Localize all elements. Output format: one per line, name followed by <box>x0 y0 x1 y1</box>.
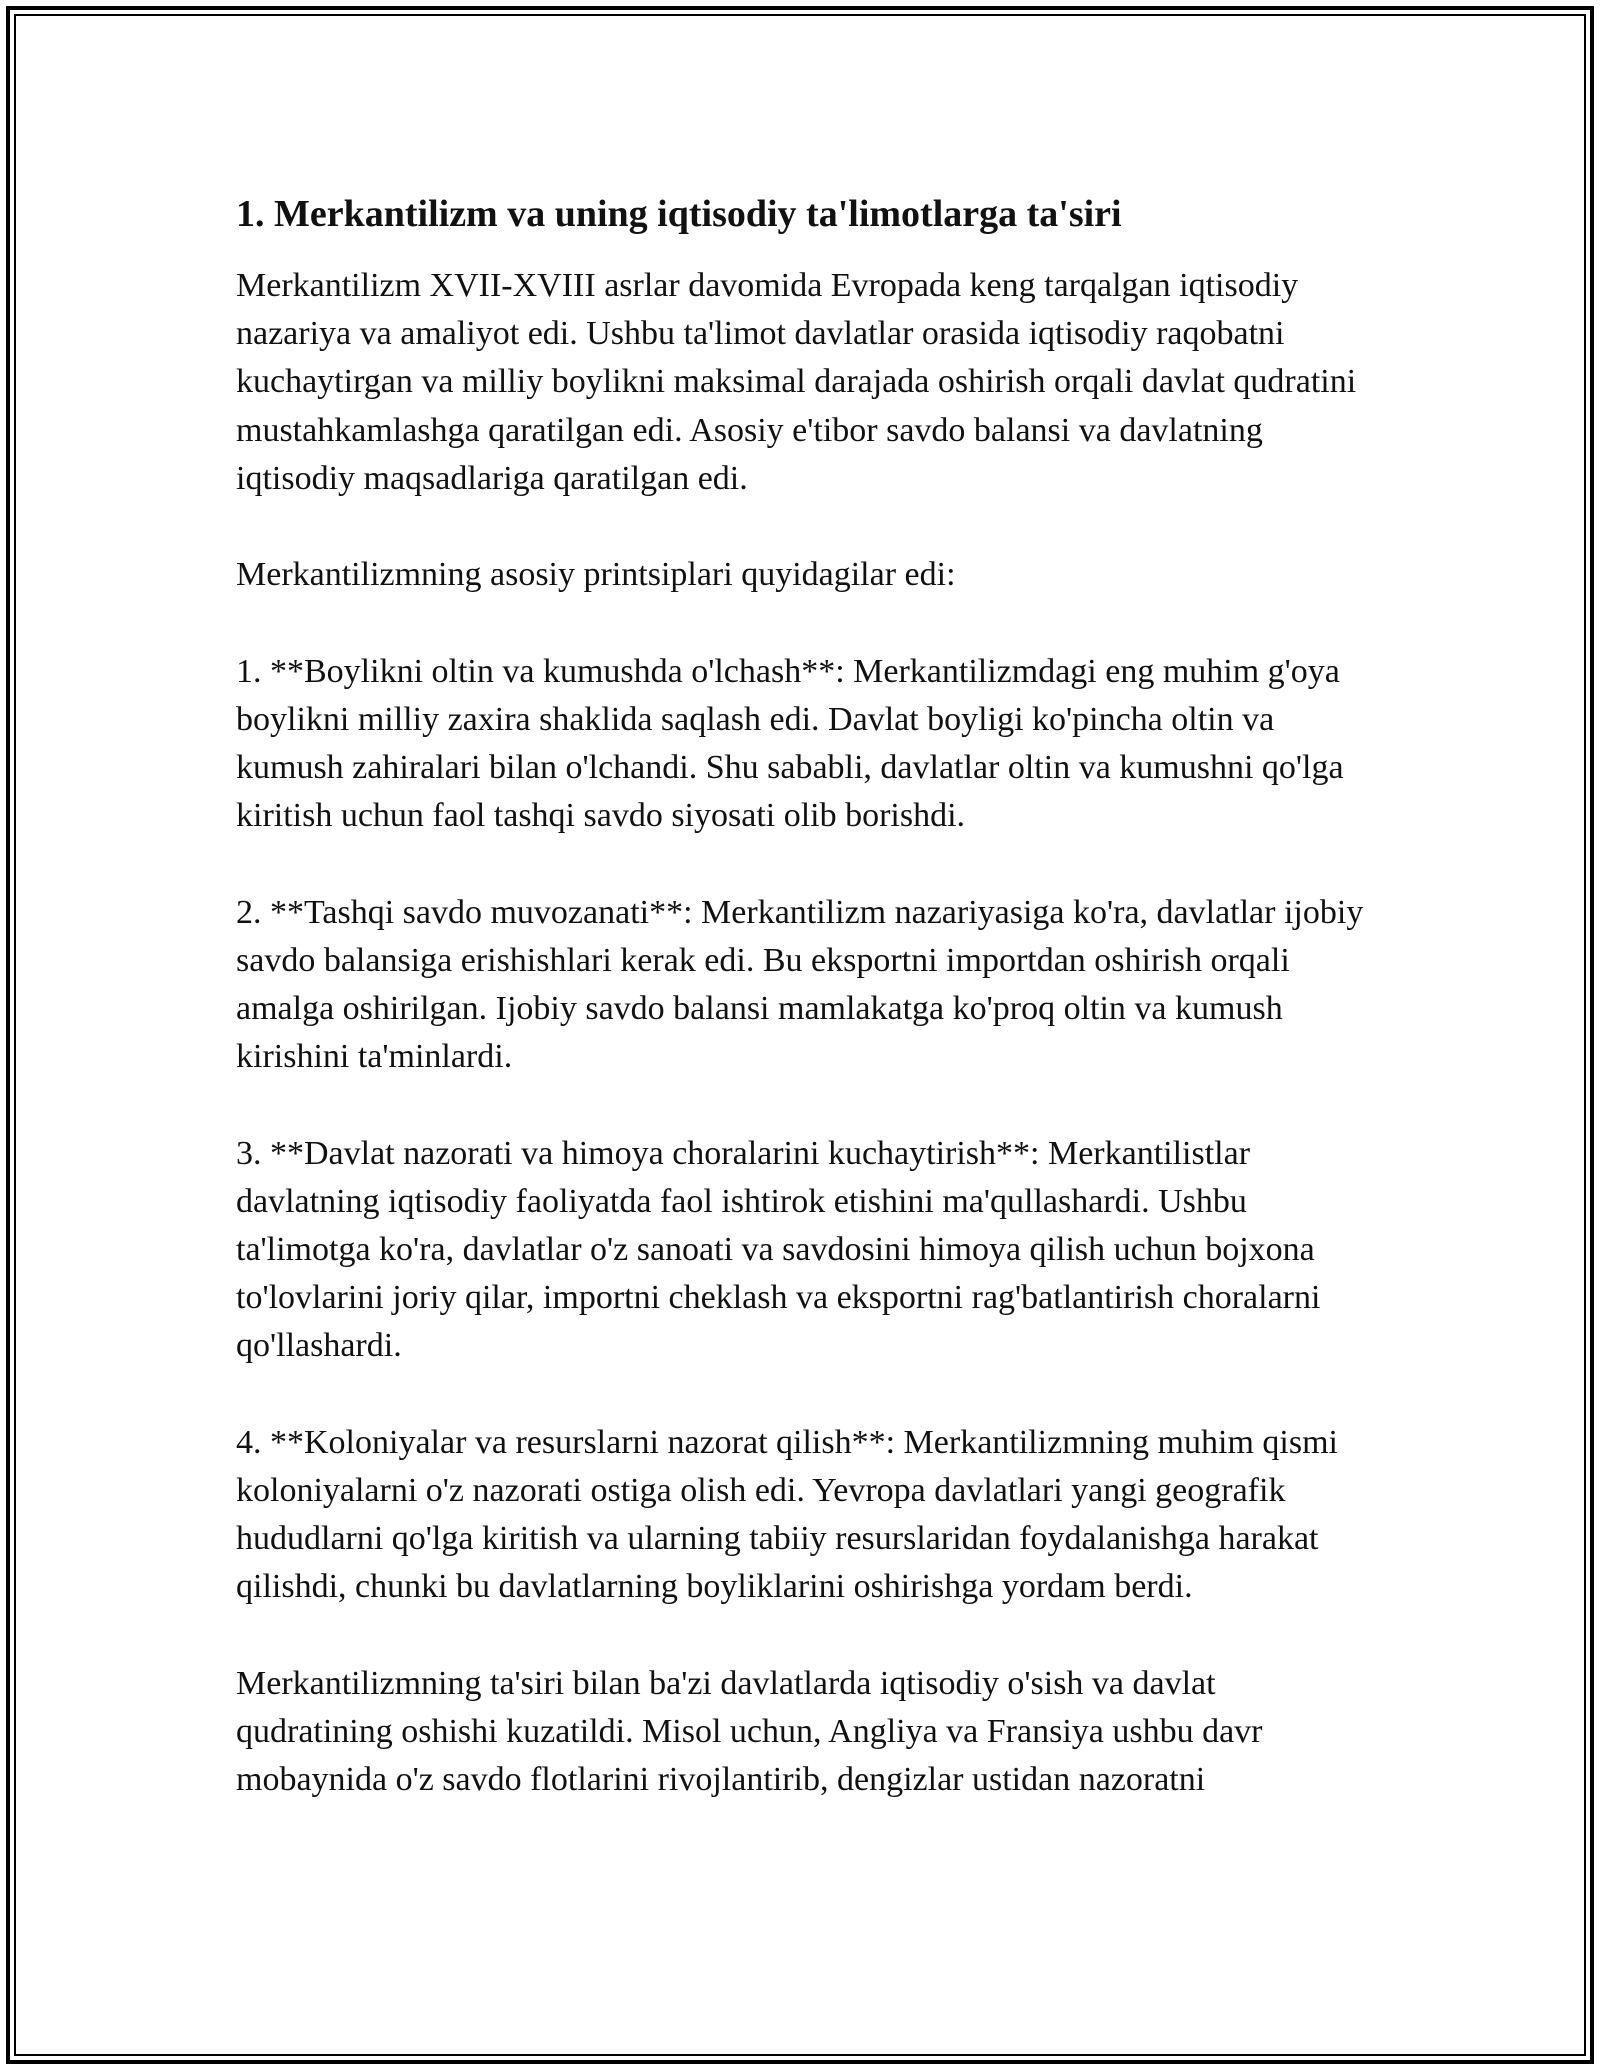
paragraph-intro: Merkantilizm XVII-XVIII asrlar davomida Evropada keng tarqalgan iqtisodiy nazariya va amaliyot edi. Ushbu ta'limot davlatlar orasida iqtisodiy raqobatni kuchaytirgan va milliy boylikni maksimal darajada oshirish orqali davlat qudratini mustahkamlashga qaratilgan edi. Asosiy e'tibor savdo balansi va davlatning iqtisodiy maqsadlariga qaratilgan edi. <box>236 267 1357 497</box>
section-heading: 1. Merkantilizm va uning iqtisodiy ta'limotlarga ta'siri <box>236 193 1122 235</box>
paragraph-principle-3: 3. **Davlat nazorati va himoya choralarini kuchaytirish**: Merkantilistlar davlatning iqtisodiy faoliyatda faol ishtirok etishini ma'qullashardi. Ushbu ta'limotga ko'ra, davlatlar o'z sanoati va savdosini himoya qilish uchun bojxona to'lovlarini joriy qilar, importni cheklash va eksportni rag'batlantirish choralarni qo'llashardi. <box>236 1134 1321 1365</box>
paragraph-principle-2: 2. **Tashqi savdo muvozanati**: Merkantilizm nazariyasiga ko'ra, davlatlar ijobiy savdo balansiga erishishlari kerak edi. Bu eksportni importdan oshirish orqali amalga oshirilgan. Ijobiy savdo balansi mamlakatga ko'proq oltin va kumush kirishini ta'minlardi. <box>236 893 1364 1076</box>
document-body <box>236 186 1366 1853</box>
paragraph-principle-1: 1. **Boylikni oltin va kumushda o'lchash**: Merkantilizmdagi eng muhim g'oya boylikni milliy zaxira shaklida saqlash edi. Davlat boyligi ko'pincha oltin va kumush zahiralari bilan o'lchandi. Shu sababli, davlatlar oltin va kumushni qo'lga kiritish uchun faol tashqi savdo siyosati olib borishdi. <box>236 652 1344 835</box>
paragraph-principles-lead: Merkantilizmning asosiy printsiplari quyidagilar edi: <box>236 556 956 594</box>
paragraph-conclusion: Merkantilizmning ta'siri bilan ba'zi davlatlarda iqtisodiy o'sish va davlat qudratining oshishi kuzatildi. Misol uchun, Angliya va Fransiya ushbu davr mobaynida o'z savdo flotlarini rivojlantirib, dengizlar ustidan nazoratni <box>236 1664 1263 1799</box>
paragraph-principle-4: 4. **Koloniyalar va resurslarni nazorat qilish**: Merkantilizmning muhim qismi koloniyalarni o'z nazorati ostiga olish edi. Yevropa davlatlari yangi geografik hududlarni qo'lga kiritish va ularning tabiiy resurslaridan foydalanishga harakat qilishdi, chunki bu davlatlarning boyliklarini oshirishga yordam berdi. <box>236 1423 1338 1606</box>
